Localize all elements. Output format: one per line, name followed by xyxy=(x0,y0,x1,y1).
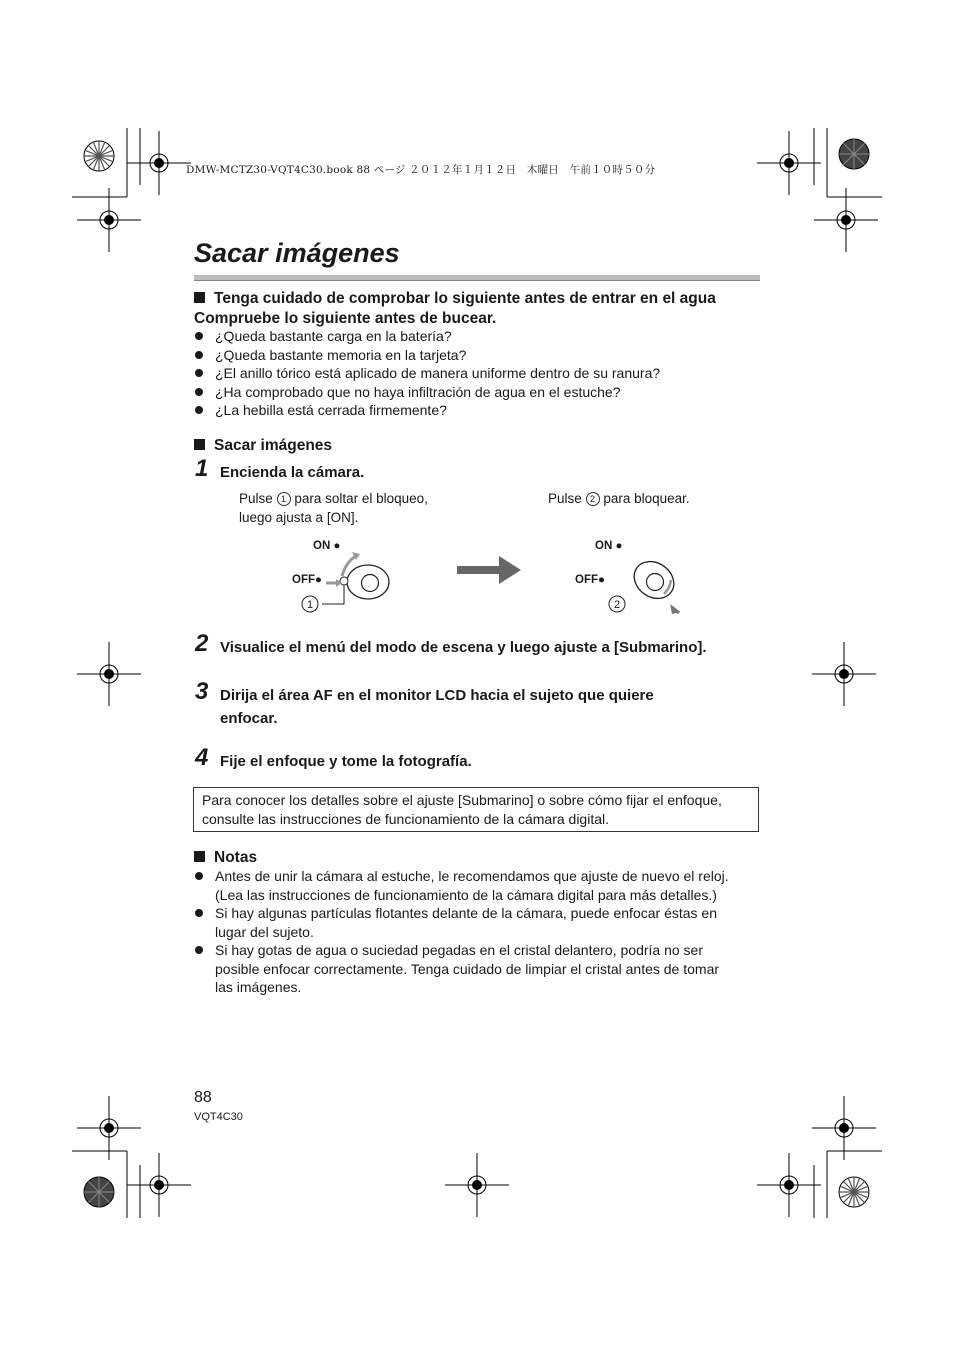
arrow-right-icon xyxy=(457,556,523,584)
caption-text: Pulse xyxy=(239,491,273,506)
caption-text: para soltar el bloqueo, xyxy=(294,491,428,506)
off-label: OFF● xyxy=(575,574,605,586)
check-heading-line2: Compruebe lo siguiente antes de bucear. xyxy=(194,310,497,327)
list-item: ¿Queda bastante carga en la batería? xyxy=(194,327,760,346)
title-rule xyxy=(194,275,760,281)
list-item: Si hay algunas partículas flotantes delante de la cámara, puede enfocar éstas en lugar del sujeto. xyxy=(194,904,764,941)
doc-code: VQT4C30 xyxy=(194,1111,243,1123)
step-number: 4 xyxy=(195,744,209,771)
check-list xyxy=(194,327,760,420)
list-item: Antes de unir la cámara al estuche, le recomendamos que ajuste de nuevo el reloj. (Lea las instrucciones de funcionamiento de la cámara digital para más detalles.) xyxy=(194,867,764,904)
step-text: Visualice el menú del modo de escena y luego ajuste a [Submarino]. xyxy=(220,639,707,656)
square-bullet-icon xyxy=(194,439,205,450)
diagram-left-caption xyxy=(239,489,428,527)
notes-heading-text: Notas xyxy=(214,849,258,866)
marker-1: 1 xyxy=(306,599,314,611)
on-label: ON ● xyxy=(595,540,623,552)
check-heading xyxy=(194,289,716,309)
shoot-heading-text: Sacar imágenes xyxy=(214,437,333,454)
check-heading-line1: Tenga cuidado de comprobar lo siguiente antes de entrar en el agua xyxy=(214,290,716,307)
page-number: 88 xyxy=(194,1089,212,1106)
notes-heading xyxy=(194,848,257,868)
list-item: ¿Ha comprobado que no haya infiltración de agua en el estuche? xyxy=(194,383,760,402)
step-text-cont: enfocar. xyxy=(220,710,278,727)
info-line: Para conocer los detalles sobre el ajuste [Submarino] o sobre cómo fijar el enfoque, xyxy=(202,792,722,808)
shoot-heading xyxy=(194,436,332,456)
on-label: ON ● xyxy=(313,540,341,552)
lock-switch-lock-icon xyxy=(600,552,690,618)
circled-number-icon: 2 xyxy=(586,492,600,506)
square-bullet-icon xyxy=(194,851,205,862)
step-number: 1 xyxy=(195,455,209,482)
lock-switch-unlock-icon xyxy=(296,548,396,616)
list-item: Si hay gotas de agua o suciedad pegadas en el cristal delantero, podría no ser posible enfocar correctamente. Tenga cuidado de limpiar el cristal antes de tomar las imágenes. xyxy=(194,941,764,997)
notes-list xyxy=(194,867,764,997)
list-item: ¿La hebilla está cerrada firmemente? xyxy=(194,401,760,420)
step-number: 2 xyxy=(195,630,209,657)
info-box xyxy=(193,787,759,832)
step-number: 3 xyxy=(195,678,209,705)
list-item: ¿Queda bastante memoria en la tarjeta? xyxy=(194,346,760,365)
caption-text: luego ajusta a [ON]. xyxy=(239,510,359,525)
marker-2: 2 xyxy=(613,599,621,611)
caption-text: Pulse xyxy=(548,491,582,506)
square-bullet-icon xyxy=(194,292,205,303)
diagram-right-caption xyxy=(548,489,690,508)
off-label: OFF● xyxy=(292,574,322,586)
list-item: ¿El anillo tórico está aplicado de manera uniforme dentro de su ranura? xyxy=(194,364,760,383)
file-header: DMW-MCTZ30-VQT4C30.book 88 ページ ２０１２年１月１２日 木曜日 午前１０時５０分 xyxy=(186,164,656,176)
step-text: Fije el enfoque y tome la fotografía. xyxy=(220,753,472,770)
circled-number-icon: 1 xyxy=(277,492,291,506)
page-title: Sacar imágenes xyxy=(194,238,400,268)
step-text: Dirija el área AF en el monitor LCD hacia el sujeto que quiere xyxy=(220,687,654,704)
step-text: Encienda la cámara. xyxy=(220,464,365,481)
info-line: consulte las instrucciones de funcionamiento de la cámara digital. xyxy=(202,811,610,827)
caption-text: para bloquear. xyxy=(603,491,690,506)
